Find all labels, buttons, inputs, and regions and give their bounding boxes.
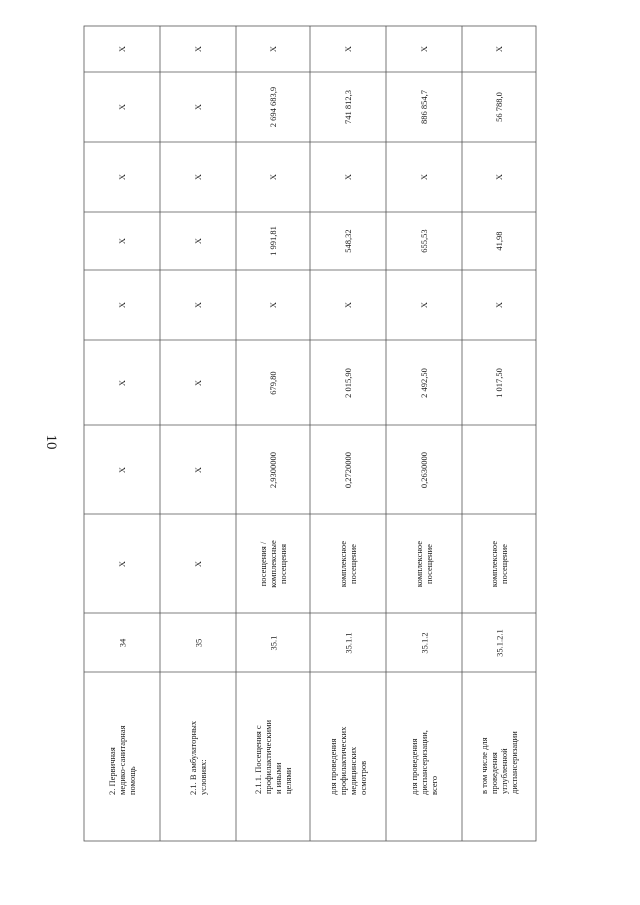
cell-cost-unit bbox=[160, 340, 236, 425]
cell-text: 2 694 683,9 bbox=[268, 86, 278, 128]
cell-last bbox=[386, 26, 462, 72]
cell-norm-c bbox=[236, 142, 310, 212]
cell-text: 35.1.2 bbox=[419, 631, 429, 654]
cell-text: 41,98 bbox=[494, 231, 504, 251]
cell-row-no bbox=[236, 613, 310, 672]
cell-name bbox=[84, 672, 160, 841]
cell-text: X bbox=[494, 301, 504, 309]
cell-unit bbox=[462, 514, 536, 613]
cell-norm-a bbox=[310, 270, 386, 340]
cell-text: 35.1.2.1 bbox=[494, 628, 504, 657]
cell-text: X bbox=[117, 379, 127, 386]
cell-last bbox=[462, 26, 536, 72]
cell-cost-unit bbox=[310, 340, 386, 425]
cell-text: для проведения диспансеризации, всего bbox=[409, 729, 439, 795]
cell-norm-a bbox=[84, 270, 160, 340]
cell-text: 2.1. В амбулаторных условиях: bbox=[188, 720, 208, 795]
cell-text: для проведения профилактических медицинских осмотров bbox=[328, 726, 368, 795]
cell-name bbox=[236, 672, 310, 841]
cell-text: X bbox=[117, 173, 127, 181]
cell-norm-b bbox=[236, 212, 310, 270]
cell-norm-c bbox=[462, 142, 536, 212]
cell-row-no bbox=[386, 613, 462, 672]
cell-text: посещения / комплексные посещения bbox=[258, 539, 288, 588]
cell-text: X bbox=[494, 173, 504, 181]
cell-norm-b bbox=[462, 212, 536, 270]
cell-text: 2 015,90 bbox=[343, 367, 353, 398]
cell-text: 34 bbox=[117, 638, 127, 647]
cell-norm-c bbox=[310, 142, 386, 212]
cell-volume bbox=[160, 425, 236, 514]
cell-text: X bbox=[117, 560, 127, 567]
cell-text: 1 017,50 bbox=[494, 367, 504, 398]
cell-volume bbox=[386, 425, 462, 514]
cell-total bbox=[84, 72, 160, 142]
cell-norm-a bbox=[462, 270, 536, 340]
cell-norm-c bbox=[160, 142, 236, 212]
cell-unit bbox=[236, 514, 310, 613]
cell-norm-b bbox=[160, 212, 236, 270]
cell-text: X bbox=[193, 173, 203, 181]
cell-text: 0,2630000 bbox=[419, 451, 429, 488]
cell-text: X bbox=[193, 103, 203, 111]
cell-name bbox=[310, 672, 386, 841]
cell-text: 679,80 bbox=[268, 370, 278, 395]
cell-last bbox=[84, 26, 160, 72]
cell-last bbox=[236, 26, 310, 72]
cell-cost-unit bbox=[236, 340, 310, 425]
cell-text: X bbox=[419, 173, 429, 181]
cell-text: X bbox=[268, 301, 278, 309]
cell-text: X bbox=[193, 301, 203, 309]
cell-text: X bbox=[419, 301, 429, 309]
cell-volume bbox=[236, 425, 310, 514]
cell-text: 548,32 bbox=[343, 229, 353, 253]
cell-text: X bbox=[419, 45, 429, 53]
cell-row-no bbox=[160, 613, 236, 672]
cell-text: 56 788,0 bbox=[494, 92, 504, 122]
cell-norm-a bbox=[160, 270, 236, 340]
cell-volume bbox=[462, 425, 536, 514]
cell-text: X bbox=[193, 45, 203, 53]
cell-volume bbox=[84, 425, 160, 514]
cell-text: 2. Первичная медико-санитарная помощь bbox=[107, 724, 137, 795]
cell-text: 35.1.1 bbox=[343, 631, 353, 654]
cell-norm-b bbox=[84, 212, 160, 270]
cell-text: X bbox=[343, 45, 353, 53]
cell-total bbox=[160, 72, 236, 142]
cell-text: X bbox=[117, 45, 127, 53]
cell-norm-c bbox=[386, 142, 462, 212]
cell-text: X bbox=[193, 466, 203, 473]
cell-norm-b bbox=[310, 212, 386, 270]
cell-unit bbox=[310, 514, 386, 613]
cell-row-no bbox=[462, 613, 536, 672]
cell-text: X bbox=[343, 173, 353, 181]
cell-text: X bbox=[193, 560, 203, 567]
cell-text: X bbox=[494, 45, 504, 53]
cell-text: комплексное посещение bbox=[489, 540, 509, 587]
cell-norm-a bbox=[386, 270, 462, 340]
cell-text: X bbox=[268, 45, 278, 53]
cell-norm-b bbox=[386, 212, 462, 270]
cell-unit bbox=[160, 514, 236, 613]
cell-text: комплексное посещение bbox=[414, 540, 434, 587]
cell-last bbox=[310, 26, 386, 72]
cell-text: X bbox=[117, 301, 127, 309]
cell-name bbox=[462, 672, 536, 841]
cell-cost-unit bbox=[386, 340, 462, 425]
cell-text: 35 bbox=[193, 638, 203, 647]
cell-total bbox=[386, 72, 462, 142]
cell-norm-c bbox=[84, 142, 160, 212]
cell-last bbox=[160, 26, 236, 72]
cell-text: комплексное посещение bbox=[338, 540, 358, 587]
cell-total bbox=[236, 72, 310, 142]
cell-row-no bbox=[84, 613, 160, 672]
cell-text: в том числе для проведения углубленной диспансеризации bbox=[479, 730, 519, 794]
cell-text: X bbox=[343, 301, 353, 309]
cell-unit bbox=[84, 514, 160, 613]
page-number: 10 bbox=[43, 434, 59, 450]
cell-name bbox=[386, 672, 462, 841]
cell-norm-a bbox=[236, 270, 310, 340]
cell-text: 2,9300000 bbox=[268, 451, 278, 488]
cell-volume bbox=[310, 425, 386, 514]
cell-text: 2 492,50 bbox=[419, 367, 429, 398]
cell-text: 886 854,7 bbox=[419, 90, 429, 124]
cell-text: 2.1.1. Посещения с профилактическими и иными целями bbox=[253, 719, 294, 794]
cell-text: X bbox=[117, 466, 127, 473]
cell-total bbox=[462, 72, 536, 142]
cell-text: 1 991,81 bbox=[268, 226, 278, 256]
cell-cost-unit bbox=[84, 340, 160, 425]
cell-text: 35.1 bbox=[268, 635, 278, 650]
cell-name bbox=[160, 672, 236, 841]
cell-text: X bbox=[117, 103, 127, 111]
cell-total bbox=[310, 72, 386, 142]
cell-text: 655,53 bbox=[419, 229, 429, 253]
cell-text: X bbox=[193, 237, 203, 245]
cell-text: X bbox=[117, 237, 127, 245]
cell-text: X bbox=[268, 173, 278, 181]
cell-text: 741 812,3 bbox=[343, 90, 353, 124]
cell-unit bbox=[386, 514, 462, 613]
cell-text: X bbox=[193, 379, 203, 386]
cell-row-no bbox=[310, 613, 386, 672]
cell-cost-unit bbox=[462, 340, 536, 425]
cell-text: 0,2720000 bbox=[343, 451, 353, 488]
